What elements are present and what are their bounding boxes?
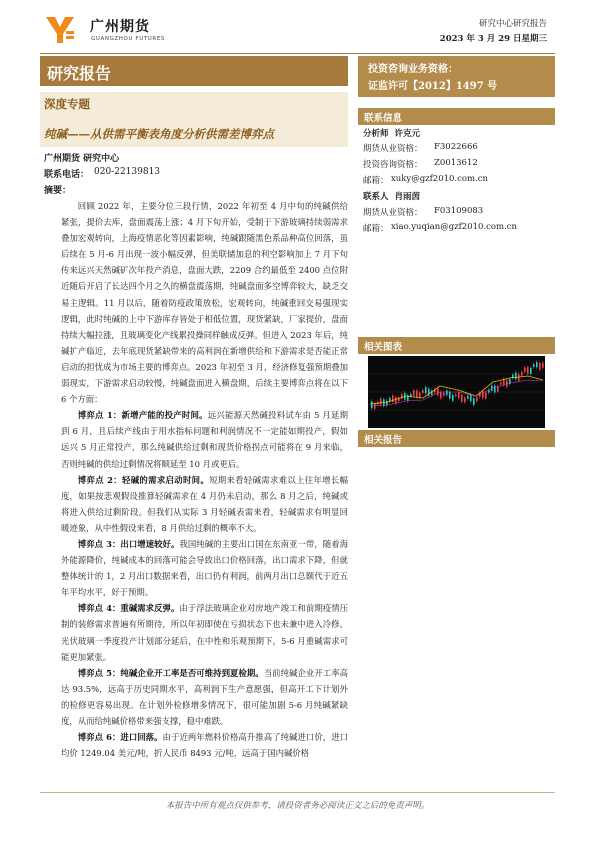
candle-body [506, 380, 508, 387]
related-chart-thumbnail[interactable] [368, 356, 545, 428]
candle-body [422, 390, 424, 393]
paragraph-point-1 [61, 407, 348, 471]
phone-label: 联系电话： [44, 170, 90, 180]
analyst-advisor-label: 投资咨询资格： [363, 160, 423, 170]
candle-body [494, 385, 496, 392]
candle-body [524, 367, 526, 371]
candle-body [419, 393, 421, 398]
candle-body [527, 367, 529, 374]
candle-body [458, 392, 460, 398]
phone-number: 020-22139813 [94, 167, 161, 177]
candle-body [464, 397, 466, 402]
candle-body [455, 394, 457, 396]
paragraph-point-4 [61, 600, 348, 664]
candle-body [416, 391, 418, 398]
disclaimer: 本报告中所有观点仅供参考，请投资者务必阅读正文之后的免责声明。 [165, 801, 430, 811]
contact-email-label: 邮箱： [363, 224, 389, 234]
contact-license-label: 期货从业资格： [363, 208, 423, 218]
candle-body [452, 395, 454, 401]
candle-body [386, 401, 388, 405]
point-1-heading: 博弈点 1：新增产能的投产时间。 [77, 410, 208, 421]
candle-body [539, 363, 541, 370]
point-2-heading: 博弈点 2：轻碱的需求启动时间。 [77, 474, 210, 485]
contact-name: 肖雨茵 [394, 192, 420, 202]
candle-body [521, 372, 523, 376]
analyst-license-row [363, 142, 478, 154]
point-1-text: 远兴能源天然碱投料试车由 5 月延期到 6 月，且后续产线由于用水指标问题和利润情况不一定能如期投产，假如远兴 5 月正常投产，那么纯碱供给过剩和现货价格拐点可能将在 9 月来临，否则纯碱的供给过剩情况将顺延至 10 月或更后。 [61, 410, 348, 469]
candle-body [533, 364, 535, 367]
analyst-advisor-row [363, 158, 478, 170]
point-4-text: 由于浮法玻璃企业对房地产竣工和前期疫情压制的装修需求普遍有所期待，所以年初即使在亏损状态下也未兼中进入冷修，光伏玻璃一季度投产计划部分延后，在中性和乐观预期下，5-6 月重碱需求可能更加紧张。 [61, 603, 349, 662]
contact-info-title: 联系信息 [364, 113, 403, 124]
contact-email[interactable]: xiao.yuqian@gzf2010.com.cn [391, 222, 518, 232]
report-title: 纯碱——从供需平衡表角度分析供需差博弈点 [44, 127, 274, 141]
qualification-line-2: 证监许可【2012】1497 号 [368, 81, 498, 92]
analyst-advisor: Z0013612 [434, 158, 478, 168]
paragraph-point-3 [61, 536, 348, 600]
analyst-row [363, 127, 420, 139]
contact-label: 联系人 [363, 192, 389, 202]
body-text [61, 198, 348, 761]
report-date: 2023 年 3 月 29 日星期三 [439, 34, 547, 44]
logo-text-en: GUANGZHOU FUTURES [91, 36, 165, 42]
candle-body [449, 392, 451, 399]
point-6-heading: 博弈点 6：进口回落。 [77, 732, 163, 743]
candle-body [371, 401, 373, 408]
candle-body [476, 397, 478, 401]
paragraph-point-6 [61, 729, 348, 761]
paragraph-point-5 [61, 665, 348, 729]
candle-body [446, 390, 448, 395]
candle-body [500, 382, 502, 384]
related-reports-header [358, 430, 555, 447]
candle-body [413, 390, 415, 396]
candle-body [461, 395, 463, 402]
candle-body [395, 397, 397, 404]
candle-body [443, 393, 445, 396]
document-type: 研究中心研究报告 [478, 19, 547, 29]
point-5-text: 当前纯碱企业开工率高达 93.5%，远高于历史同期水平，高利润下生产意愿强，但高开工下计划外的检修更容易出现。在计划外检修增多情况下，很可能加剧 5-6 月纯碱紧缺度，从而给纯碱价格带来强支撑，稳中难跌。 [61, 667, 348, 726]
candle-body [437, 388, 439, 395]
candle-body [515, 373, 517, 380]
header-divider [40, 53, 555, 54]
candle-body [485, 392, 487, 398]
contact-license: F03109083 [434, 206, 484, 216]
analyst-license: F3022666 [434, 142, 478, 152]
related-chart-header [358, 337, 555, 354]
point-3-heading: 博弈点 3：出口增速较好。 [77, 538, 180, 549]
banner-title: 研究报告 [47, 64, 112, 83]
contact-license-row [363, 206, 484, 218]
point-2-text: 短期来看轻碱需求难以上往年增长幅度，如果按悲观假设推算轻碱需求在 4 月仍未启动，那么 8 月之后，纯碱或将进入供给过剩阶段。但我们从实际 3 月轻碱表需来看，轻碱需求有明显回暖迹象，从中性假设来看，8 月供给过剩的概率不大。 [61, 474, 348, 533]
paragraph-review: 回顾 2022 年，主要分位三段行情，2022 年初至 4 月中旬的纯碱供给紧张，提价去库，盘面震荡上涨；4 月下旬开始，受制于下游玻璃持续弱需求叠加宏观转向，上海疫情恶化等因素影响，纯碱跟随黑色系品种高位回落，虽后续在 5 月-6 月出现一波小幅反弹，但美联储加息的利空影响加上 7 月下旬传来远兴天然碱矿次年投产消息，盘面大跌，2209 合约最低至 2400 点位附近随后开启了长达四个月之久的横盘震荡期，纯碱盘面多空博弈较大，缺乏交易主逻辑。11 月以后，随着防疫政策放松，宏观转向，纯碱重回交易强现实逻辑，此时纯碱的上中下游库存皆处于相低位置，现货紧缺，厂家提价，盘面持续大幅拉涨，且玻璃变化产线累投操同样触成反弹。但进入 2023 年后，纯碱扩产临近，去年底现货紧缺带来的高利润在新增供给和下游需求是否能正常启动的担忧成为市场主要的博弈点。2023 年初至 3 月，经济修复强预期叠加弱现实，下游需求启动较慢，纯碱盘面进入横盘期，后续主要博弈点将在以下 6 个方面： [61, 201, 348, 405]
analyst-email[interactable]: xuky@gzf2010.com.cn [391, 174, 488, 184]
paragraph-point-2 [61, 472, 348, 536]
footer-divider [40, 792, 555, 793]
report-category: 深度专题 [44, 97, 90, 111]
analyst-name: 许克元 [394, 129, 420, 139]
qualification-line-1: 投资咨询业务资格： [368, 64, 458, 75]
point-5-heading: 博弈点 5：纯碱企业开工率是否可维持到夏检期。 [77, 667, 264, 678]
analyst-email-row [363, 174, 488, 186]
point-6-text: 由于近两年燃料价格高升推高了纯碱进口价，进口均价 1249.04 美元/吨，折人民币 8493 元/吨，远高于国内碱价格 [61, 732, 348, 759]
candle-body [374, 403, 376, 408]
candle-body [410, 394, 412, 396]
related-chart-title: 相关图表 [364, 342, 403, 353]
related-reports-title: 相关报告 [364, 435, 403, 446]
candle-body [470, 395, 472, 401]
guangzhou-futures-logo-icon [46, 17, 74, 43]
organization: 广州期货 研究中心 [44, 154, 120, 164]
contact-email-row [363, 222, 518, 234]
candle-body [380, 398, 382, 404]
analyst-email-label: 邮箱： [363, 176, 389, 186]
contact-info-header [358, 108, 555, 125]
candle-body [542, 363, 544, 368]
candle-body [530, 368, 532, 374]
candle-body [536, 362, 538, 367]
candle-body [482, 391, 484, 398]
candle-body [440, 392, 442, 398]
analyst-license-label: 期货从业资格： [363, 144, 423, 154]
candle-body [425, 387, 427, 393]
abstract-label: 摘要： [44, 186, 72, 196]
analyst-label: 分析师 [363, 129, 389, 139]
point-4-heading: 博弈点 4：重碱需求反弹。 [77, 603, 180, 614]
logo-text-cn: 广州期货 [90, 19, 150, 35]
candle-body [467, 396, 469, 399]
candle-body [473, 398, 475, 405]
contact-person-row [363, 190, 420, 202]
point-3-text: 我国纯碱的主要出口国在东南亚一带，随着海外能源降价，纯碱成本的回落可能会导致出口价格回落，出口需求下降，但就整体统计的 1，2 月出口数据来看，出口仍有利润，前两月出口总额代于近五年平均水平，好于预期。 [61, 538, 349, 598]
